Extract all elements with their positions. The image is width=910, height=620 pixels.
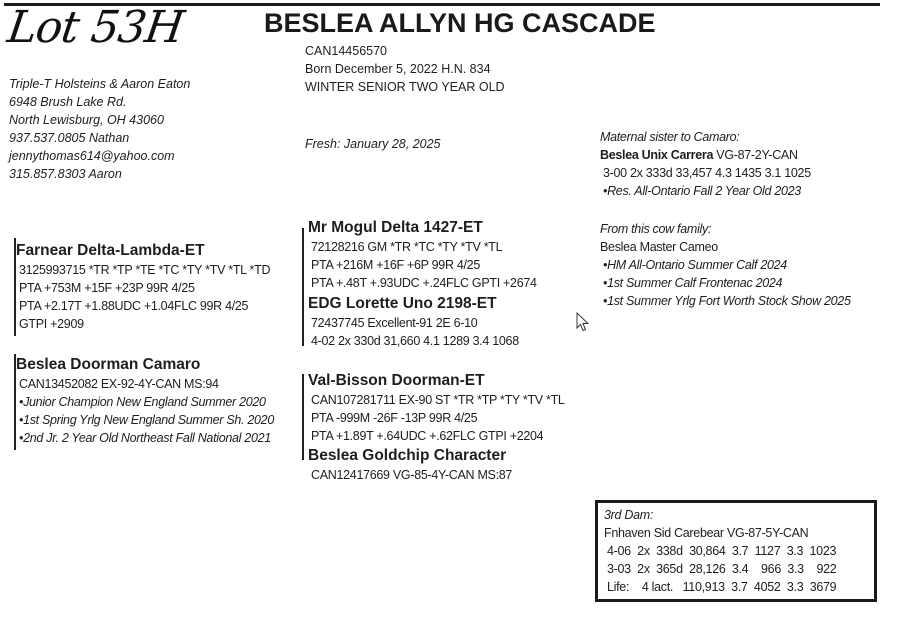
dam-side-bracket-line (302, 374, 304, 460)
page-title: BESLEA ALLYN HG CASCADE (264, 8, 656, 38)
dam-name: Beslea Doorman Camaro (16, 356, 201, 373)
granddam-line: CAN12417669 VG-85-4Y-CAN MS:87 (311, 468, 513, 482)
maternal-sister-title (600, 146, 811, 164)
granddam-sire-line: PTA +1.89T +.64UDC +.62FLC GTPI +2204 (311, 429, 544, 443)
animal-info (305, 42, 505, 96)
dam-block (16, 355, 274, 447)
dam-sire-line: PTA +2.17T +1.88UDC +1.04FLC 99R 4/25 (19, 299, 249, 313)
sire-dam-line: 4-02 2x 330d 31,660 4.1 1289 3.4 1068 (311, 334, 519, 348)
sire-dam-name: EDG Lorette Uno 2198-ET (308, 295, 497, 312)
dam-sire-line: PTA +753M +15F +23P 99R 4/25 (19, 281, 195, 295)
dam-sire-line: GTPI +2909 (19, 317, 84, 331)
dam-line: CAN13452082 EX-92-4Y-CAN MS:94 (19, 377, 219, 391)
third-dam-name: Fnhaven Sid Carebear VG-87-5Y-CAN (604, 526, 809, 540)
consignor-block (9, 75, 190, 183)
cow-family-award: •1st Summer Calf Frontenac 2024 (603, 276, 783, 290)
sire-name: Mr Mogul Delta 1427-ET (308, 219, 483, 236)
dam-sire-block (16, 241, 270, 333)
maternal-sister-name: Beslea Unix Carrera (600, 148, 714, 162)
consignor-phone-nathan: 937.537.0805 Nathan (9, 131, 130, 145)
consignor-name: Triple-T Holsteins & Aaron Eaton (9, 77, 191, 91)
granddam-name: Beslea Goldchip Character (308, 447, 507, 464)
mouse-pointer-icon (576, 312, 590, 337)
maternal-sister-class: VG-87-2Y-CAN (713, 148, 798, 162)
granddam-sire-name: Val-Bisson Doorman-ET (308, 372, 485, 389)
lot-number: Lot 53H (4, 2, 187, 53)
consignor-email: jennythomas614@yahoo.com (9, 149, 175, 163)
sire-dam-line: 72437745 Excellent-91 2E 6-10 (311, 316, 478, 330)
dam-award: •2nd Jr. 2 Year Old Northeast Fall National 2021 (19, 431, 271, 445)
maternal-sister-record: 3-00 2x 333d 33,457 4.3 1435 3.1 1025 (603, 166, 811, 180)
granddam-sire-line: PTA -999M -26F -13P 99R 4/25 (311, 411, 478, 425)
cow-family-award: •HM All-Ontario Summer Calf 2024 (603, 258, 787, 272)
birth-date: Born December 5, 2022 H.N. 834 (305, 62, 491, 76)
maternal-sister-heading: Maternal sister to Camaro: (600, 130, 740, 144)
registration-number: CAN14456570 (305, 44, 388, 58)
dam-award: •Junior Champion New England Summer 2020 (19, 395, 266, 409)
granddam-sire-block (308, 371, 565, 445)
granddam-sire-line: CAN107281711 EX-90 ST *TR *TP *TY *TV *TL (311, 393, 565, 407)
third-dam-lifetime: Life: 4 lact. 110,913 3.7 4052 3.3 3679 (607, 580, 837, 594)
cow-family-award: •1st Summer Yrlg Fort Worth Stock Show 2025 (603, 294, 851, 308)
dam-sire-name: Farnear Delta-Lambda-ET (16, 242, 205, 259)
sire-line: PTA +.48T +.93UDC +.24FLC GPTI +2674 (311, 276, 537, 290)
fresh-date: Fresh: January 28, 2025 (305, 137, 441, 151)
cow-family-heading: From this cow family: (600, 222, 712, 236)
sire-bracket-line (302, 228, 304, 346)
consignor-phone-aaron: 315.857.8303 Aaron (9, 167, 122, 181)
consignor-address: 6948 Brush Lake Rd. (9, 95, 127, 109)
third-dam-record: 4-06 2x 338d 30,864 3.7 1127 3.3 1023 (607, 544, 837, 558)
maternal-sister-block (600, 128, 811, 200)
maternal-sister-award: •Res. All-Ontario Fall 2 Year Old 2023 (603, 184, 801, 198)
dam-award: •1st Spring Yrlg New England Summer Sh. 2020 (19, 413, 274, 427)
granddam-block (308, 446, 512, 484)
third-dam-record: 3-03 2x 365d 28,126 3.4 966 3.3 922 (607, 562, 837, 576)
sire-line: 72128216 GM *TR *TC *TY *TV *TL (311, 240, 503, 254)
sire-block (308, 218, 537, 292)
cow-family-block (600, 220, 851, 310)
sire-line: PTA +216M +16F +6P 99R 4/25 (311, 258, 480, 272)
consignor-city: North Lewisburg, OH 43060 (9, 113, 164, 127)
age-class: WINTER SENIOR TWO YEAR OLD (305, 80, 505, 94)
dam-sire-line: 3125993715 *TR *TP *TE *TC *TY *TV *TL *TD (19, 263, 271, 277)
cow-family-name: Beslea Master Cameo (600, 240, 718, 254)
third-dam-block (604, 506, 836, 596)
sire-dam-block (308, 294, 519, 350)
third-dam-heading: 3rd Dam: (604, 508, 654, 522)
